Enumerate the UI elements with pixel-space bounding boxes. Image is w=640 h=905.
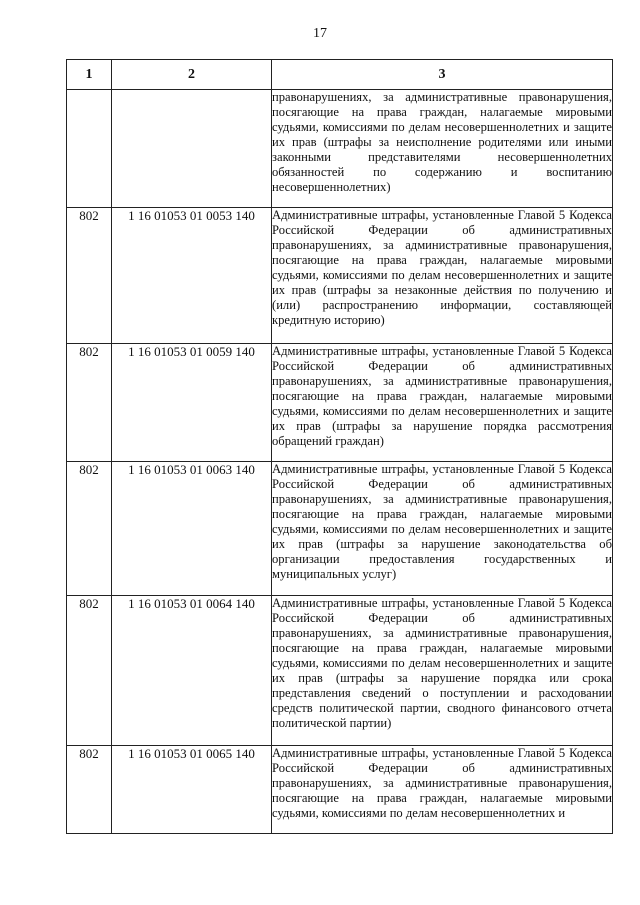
row-number: 802 — [67, 462, 112, 596]
row-number: 802 — [67, 208, 112, 344]
row-code: 1 16 01053 01 0059 140 — [112, 344, 272, 462]
table-row — [67, 746, 613, 834]
row-description: Административные штрафы, установленные Главой 5 Кодекса Российской Федерации об административных правонарушениях, за административные правонарушения, посягающие на права граждан, налагаемые мировыми судьями, комиссиями по делам несовершеннолетних и защите их прав (штрафы за незаконные действия по получению и (или) распространению информации, составляющей кредитную историю) — [272, 208, 613, 344]
row-description: Административные штрафы, установленные Главой 5 Кодекса Российской Федерации об административных правонарушениях, за административные правонарушения, посягающие на права граждан, налагаемые мировыми судьями, комиссиями по делам несовершеннолетних и защите их прав (штрафы за нарушение законодательства об организации предоставления государственных и муниципальных услуг) — [272, 462, 613, 596]
row-number: 802 — [67, 596, 112, 746]
classification-table — [66, 59, 613, 834]
table-row — [67, 462, 613, 596]
continuation-num-cell — [67, 90, 112, 208]
row-description: Административные штрафы, установленные Главой 5 Кодекса Российской Федерации об административных правонарушениях, за административные правонарушения, посягающие на права граждан, налагаемые мировыми судьями, комиссиями по делам несовершеннолетних и — [272, 746, 613, 834]
column-header-2: 2 — [112, 60, 272, 90]
continuation-description: правонарушениях, за административные правонарушения, посягающие на права граждан, налагаемые мировыми судьями, комиссиями по делам несовершеннолетних и защите их прав (штрафы за неисполнение родителями или иными законными представителями несовершеннолетних обязанностей по содержанию и воспитанию несовершеннолетних) — [272, 90, 613, 208]
row-description: Административные штрафы, установленные Главой 5 Кодекса Российской Федерации об административных правонарушениях, за административные правонарушения, посягающие на права граждан, налагаемые мировыми судьями, комиссиями по делам несовершеннолетних и защите их прав (штрафы за нарушение порядка или срока представления сведений о поступлении и расходовании средств политической партии, сводного финансового отчета политической партии) — [272, 596, 613, 746]
table-row — [67, 344, 613, 462]
row-code: 1 16 01053 01 0065 140 — [112, 746, 272, 834]
continuation-code-cell — [112, 90, 272, 208]
table-row-continuation — [67, 90, 613, 208]
row-description: Административные штрафы, установленные Главой 5 Кодекса Российской Федерации об административных правонарушениях, за административные правонарушения, посягающие на права граждан, налагаемые мировыми судьями, комиссиями по делам несовершеннолетних и защите их прав (штрафы за нарушение порядка рассмотрения обращений граждан) — [272, 344, 613, 462]
column-header-1: 1 — [67, 60, 112, 90]
table-row — [67, 596, 613, 746]
header-row — [67, 60, 613, 90]
row-number: 802 — [67, 746, 112, 834]
page-number: 17 — [313, 26, 327, 41]
row-number: 802 — [67, 344, 112, 462]
column-header-3: 3 — [272, 60, 613, 90]
row-code: 1 16 01053 01 0064 140 — [112, 596, 272, 746]
row-code: 1 16 01053 01 0053 140 — [112, 208, 272, 344]
row-code: 1 16 01053 01 0063 140 — [112, 462, 272, 596]
table-row — [67, 208, 613, 344]
